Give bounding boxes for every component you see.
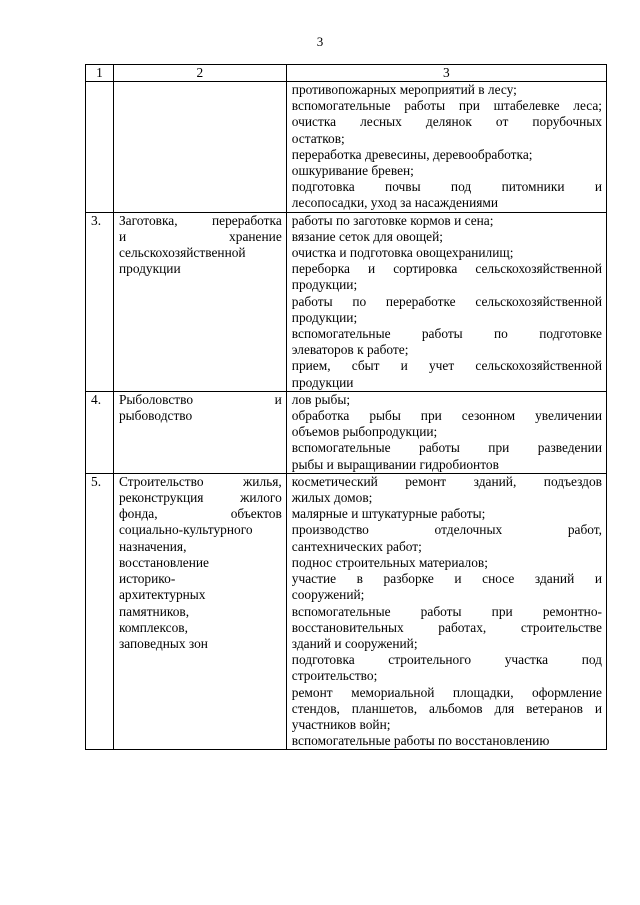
work-type-line: продукции; (291, 309, 358, 325)
header-cell-3: 3 (286, 65, 606, 82)
work-type-line: переработка древесины, деревообработка; (291, 146, 533, 162)
work-type-line: вспомогательные работы при штабелевке леса; (291, 98, 602, 114)
work-type-line: вспомогательные работы при разведении (291, 440, 602, 456)
work-type-line: лесопосадки, уход за насаждениями (291, 195, 499, 211)
table-header-row (86, 65, 607, 82)
work-type-line: зданий и сооружений; (291, 635, 418, 651)
work-type-line: строительство; (291, 668, 378, 684)
row-number-cell: 3. (86, 212, 114, 391)
activity-name-cell (113, 82, 286, 213)
work-type-line: подготовка почвы под питомники и (291, 179, 602, 195)
work-type-line: работы по заготовке кормов и сена; (291, 212, 494, 228)
table-row (86, 391, 607, 473)
work-type-line: остатков; (291, 130, 345, 146)
activity-name-line: комплексов, (118, 619, 188, 635)
work-type-line: переборка и сортировка сельскохозяйственной (291, 261, 602, 277)
work-type-line: косметический ремонт зданий, подъездов (291, 473, 602, 489)
work-types-cell (286, 212, 606, 391)
work-type-line: работы по переработке сельскохозяйственной (291, 293, 602, 309)
table-row (86, 473, 607, 749)
work-type-line: противопожарных мероприятий в лесу; (291, 82, 517, 97)
work-type-line: вспомогательные работы по подготовке (291, 326, 602, 342)
work-type-line: ремонт мемориальной площадки, оформление (291, 684, 602, 700)
activity-name-line: историко- (118, 571, 176, 587)
work-type-line: ошкуривание бревен; (291, 163, 414, 179)
activity-name-cell (113, 473, 286, 749)
header-cell-2: 2 (113, 65, 286, 82)
work-type-line: очистка лесных делянок от порубочных (291, 114, 602, 130)
activity-name-line: Рыболовство и (118, 391, 282, 407)
work-type-line: сооружений; (291, 587, 365, 603)
activity-name-line: продукции (118, 261, 181, 277)
work-type-line: элеваторов к работе; (291, 342, 409, 358)
work-types-cell (286, 391, 606, 473)
work-type-line: вспомогательные работы при ремонтно- (291, 603, 602, 619)
work-type-line: поднос строительных материалов; (291, 554, 488, 570)
activity-name-line: реконструкция жилого (118, 490, 282, 506)
table-row (86, 82, 607, 213)
activity-name-line: сельскохозяйственной (118, 245, 246, 261)
work-type-line: вспомогательные работы по восстановлению (291, 733, 550, 749)
row-number-cell: 4. (86, 391, 114, 473)
work-type-line: прием, сбыт и учет сельскохозяйственной (291, 358, 602, 374)
page-number: 3 (316, 34, 324, 49)
work-types-cell (286, 82, 606, 213)
row-number-cell: 5. (86, 473, 114, 749)
activity-name-line: фонда, объектов (118, 506, 282, 522)
activity-name-line: Строительство жилья, (118, 473, 282, 489)
work-types-cell (286, 473, 606, 749)
work-type-line: участников войн; (291, 716, 391, 732)
activity-name-line: архитектурных (118, 587, 206, 603)
work-type-line: стендов, планшетов, альбомов для ветеранов и (291, 700, 602, 716)
works-table (85, 64, 607, 750)
work-type-line: подготовка строительного участка под (291, 652, 602, 668)
work-type-line: производство отделочных работ, (291, 522, 602, 538)
work-type-line: очистка и подготовка овощехранилищ; (291, 245, 514, 261)
work-type-line: продукции; (291, 277, 358, 293)
activity-name-line: памятников, (118, 603, 190, 619)
work-type-line: обработка рыбы при сезонном увеличении (291, 408, 602, 424)
work-type-line: участие в разборке и сносе зданий и (291, 571, 602, 587)
activity-name-line: и хранение (118, 228, 282, 244)
activity-name-line: восстановление (118, 554, 209, 570)
activity-name-line: заповедных зон (118, 635, 208, 651)
table-row (86, 212, 607, 391)
work-type-line: малярные и штукатурные работы; (291, 506, 486, 522)
work-type-line: объемов рыбопродукции; (291, 424, 438, 440)
work-type-line: восстановительных работах, строительстве (291, 619, 602, 635)
header-cell-1: 1 (86, 65, 114, 82)
activity-name-cell (113, 212, 286, 391)
work-type-line: лов рыбы; (291, 391, 351, 407)
work-type-line: рыбы и выращивании гидробионтов (291, 456, 499, 472)
work-type-line: продукции (291, 374, 354, 390)
activity-name-cell (113, 391, 286, 473)
activity-name-line: Заготовка, переработка (118, 212, 282, 228)
work-type-line: жилых домов; (291, 490, 373, 506)
activity-name-line: рыбоводство (118, 408, 193, 424)
work-type-line: вязание сеток для овощей; (291, 228, 443, 244)
activity-name-line: назначения, (118, 538, 187, 554)
activity-name-line: социально-культурного (118, 522, 253, 538)
work-type-line: сантехнических работ; (291, 538, 422, 554)
row-number-cell (86, 82, 114, 213)
